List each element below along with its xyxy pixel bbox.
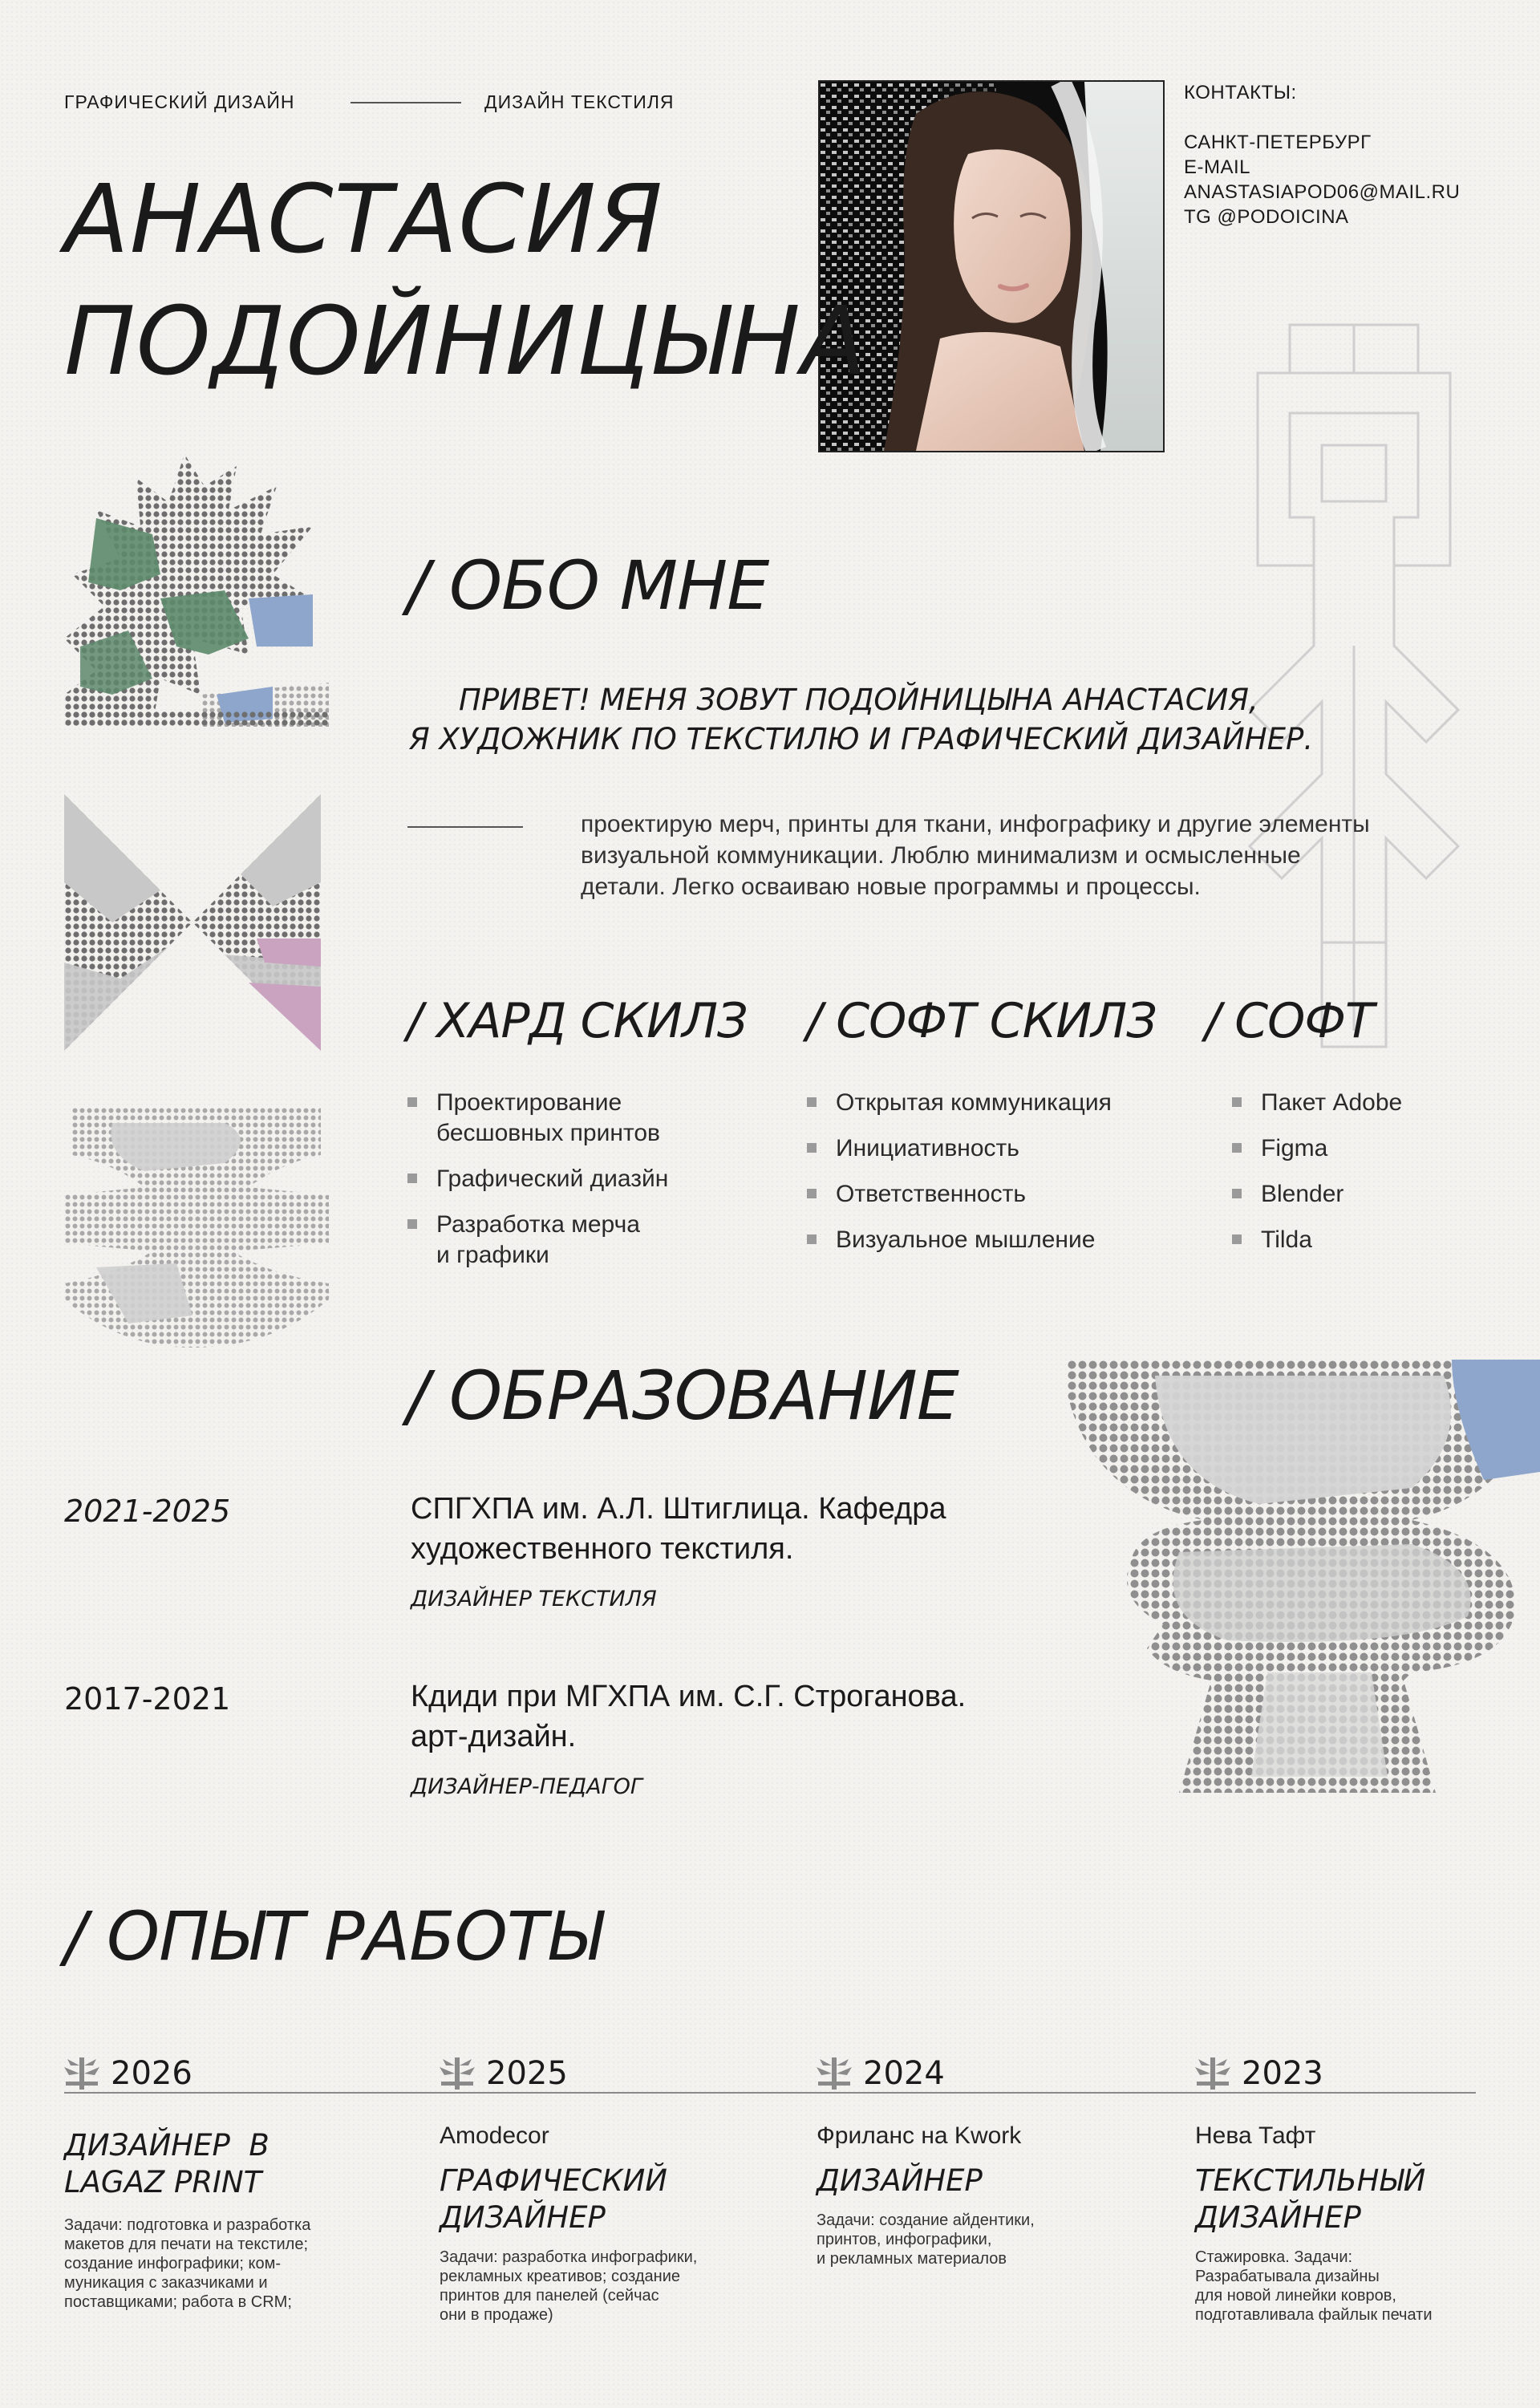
about-divider	[407, 826, 523, 828]
list-item: Tilda	[1232, 1225, 1473, 1255]
greeting-line-1: ПРИВЕТ! МЕНЯ ЗОВУТ ПОДОЙНИЦЫНА АНАСТАСИЯ,	[459, 683, 1258, 717]
about-description	[581, 809, 1370, 902]
greeting-line-2: Я ХУДОЖНИК ПО ТЕКСТИЛЮ И ГРАФИЧЕСКИЙ ДИЗАЙНЕР.	[409, 722, 1314, 756]
hard-skills-title: / ХАРД СКИЛЗ	[407, 993, 748, 1049]
contacts-telegram[interactable]: TG @PODOICINA	[1184, 206, 1349, 228]
experience-year: 2024	[863, 2055, 945, 2092]
contacts-title: КОНТАКТЫ:	[1184, 82, 1297, 103]
contacts-block	[1184, 80, 1460, 229]
about-greeting	[409, 680, 1313, 759]
experience-year-header	[64, 2055, 401, 2092]
hard-skills-list	[407, 1088, 728, 1286]
header-tag-textile-design: ДИЗАЙН ТЕКСТИЛЯ	[484, 91, 675, 112]
education-school-1-line-1: СПГХПА им. А.Л. Штиглица. Кафедра	[411, 1492, 946, 1526]
education-item-1	[411, 1489, 946, 1611]
goblet-shape-icon	[1067, 1360, 1540, 1809]
experience-company: Нева Тафт	[1195, 2122, 1316, 2149]
list-item: Ответственность	[807, 1179, 1176, 1210]
experience-year: 2023	[1242, 2055, 1323, 2092]
soft-skills-list	[807, 1088, 1176, 1271]
experience-description: Стажировка. Задачи: Разрабатывала дизайны для новой линейки ковров, подготавливала файлык печати	[1195, 2248, 1433, 2324]
list-item: Blender	[1232, 1179, 1473, 1210]
experience-description: Задачи: создание айдентики, принтов, инфографики, и рекламных материалов	[817, 2211, 1035, 2268]
about-text-line-2: визуальной коммуникации. Люблю минимализм и осмысленные	[581, 842, 1301, 869]
about-text-line-1: проектирую мерч, принты для ткани, инфографику и другие элементы	[581, 811, 1370, 837]
education-title: / ОБРАЗОВАНИЕ	[407, 1356, 958, 1435]
experience-year-header	[817, 2055, 1153, 2092]
list-item: Разработка мерча и графики	[407, 1210, 728, 1271]
name-first: АНАСТАСИЯ	[64, 164, 664, 274]
experience-description: Задачи: разработка инфографики, рекламных креативов; создание принтов для панелей (сейчас они в продаже)	[440, 2248, 698, 2324]
experience-item-2023	[1195, 2055, 1532, 2325]
list-item: Проектирование бесшовных принтов	[407, 1088, 728, 1149]
experience-item-2024	[817, 2055, 1153, 2268]
experience-year: 2025	[486, 2055, 568, 2092]
about-text-line-3: детали. Легко осваиваю новые программы и процессы.	[581, 874, 1201, 900]
experience-item-2025	[440, 2055, 776, 2325]
experience-job-title: ДИЗАЙНЕР	[817, 2163, 983, 2198]
software-title: / СОФТ	[1205, 993, 1374, 1049]
list-item: Визуальное мышление	[807, 1225, 1176, 1255]
list-item: Инициативность	[807, 1133, 1176, 1164]
education-school-1-line-2: художественного текстиля.	[411, 1532, 794, 1566]
soft-skills-title: / СОФТ СКИЛЗ	[806, 993, 1157, 1049]
experience-company: Amodecor	[440, 2122, 549, 2149]
education-role-1: ДИЗАЙНЕР ТЕКСТИЛЯ	[411, 1587, 657, 1611]
software-list	[1232, 1088, 1473, 1271]
experience-job-title: ГРАФИЧЕСКИЙ ДИЗАЙНЕР	[440, 2163, 667, 2235]
hourglass-shape-icon	[64, 794, 321, 1051]
list-item: Открытая коммуникация	[807, 1088, 1176, 1118]
list-item: Figma	[1232, 1133, 1473, 1164]
leaf-shape-icon	[64, 454, 329, 727]
list-item: Графический диазйн	[407, 1164, 728, 1194]
experience-item-2026	[64, 2055, 401, 2312]
header-divider	[351, 102, 461, 103]
education-role-2: ДИЗАЙНЕР-ПЕДАГОГ	[411, 1774, 642, 1799]
experience-job-title: ТЕКСТИЛЬНЫЙ ДИЗАЙНЕР	[1195, 2163, 1426, 2235]
education-school-2-line-1: Кдиди при МГХПА им. С.Г. Строганова.	[411, 1680, 967, 1713]
experience-title: / ОПЫТ РАБОТЫ	[64, 1897, 602, 1976]
sprout-icon	[440, 2057, 475, 2090]
profile-photo	[818, 80, 1165, 452]
experience-description: Задачи: подготовка и разработка макетов для печати на текстиле; создание инфографики; ком- муникация с заказчиками и поставщиками; работа в CRM;	[64, 2216, 311, 2311]
contacts-email[interactable]: ANASTASIAPOD06@MAIL.RU	[1184, 181, 1461, 203]
contacts-city: САНКТ-ПЕТЕРБУРГ	[1184, 132, 1372, 153]
experience-year-header	[440, 2055, 776, 2092]
header-tag-graphic-design: ГРАФИЧЕСКИЙ ДИЗАЙН	[64, 91, 295, 112]
list-item: Пакет Adobe	[1232, 1088, 1473, 1118]
vase-shape-icon	[64, 1107, 329, 1348]
education-item-2	[411, 1676, 966, 1799]
experience-year-header	[1195, 2055, 1532, 2092]
experience-year: 2026	[111, 2055, 192, 2092]
contacts-email-label: E-MAIL	[1184, 156, 1251, 178]
sprout-icon	[64, 2057, 99, 2090]
experience-company: Фриланс на Kwork	[817, 2122, 1022, 2149]
sprout-icon	[817, 2057, 852, 2090]
education-years-2: 2017-2021	[64, 1681, 231, 1717]
about-title: / ОБО МНЕ	[407, 546, 769, 625]
sprout-icon	[1195, 2057, 1230, 2090]
name-last: ПОДОЙНИЦЫНА	[64, 286, 867, 396]
education-years-1: 2021-2025	[64, 1494, 231, 1529]
education-school-2-line-2: арт-дизайн.	[411, 1720, 577, 1753]
experience-job-title: ДИЗАЙНЕР В LAGAZ PRINT	[64, 2128, 270, 2199]
